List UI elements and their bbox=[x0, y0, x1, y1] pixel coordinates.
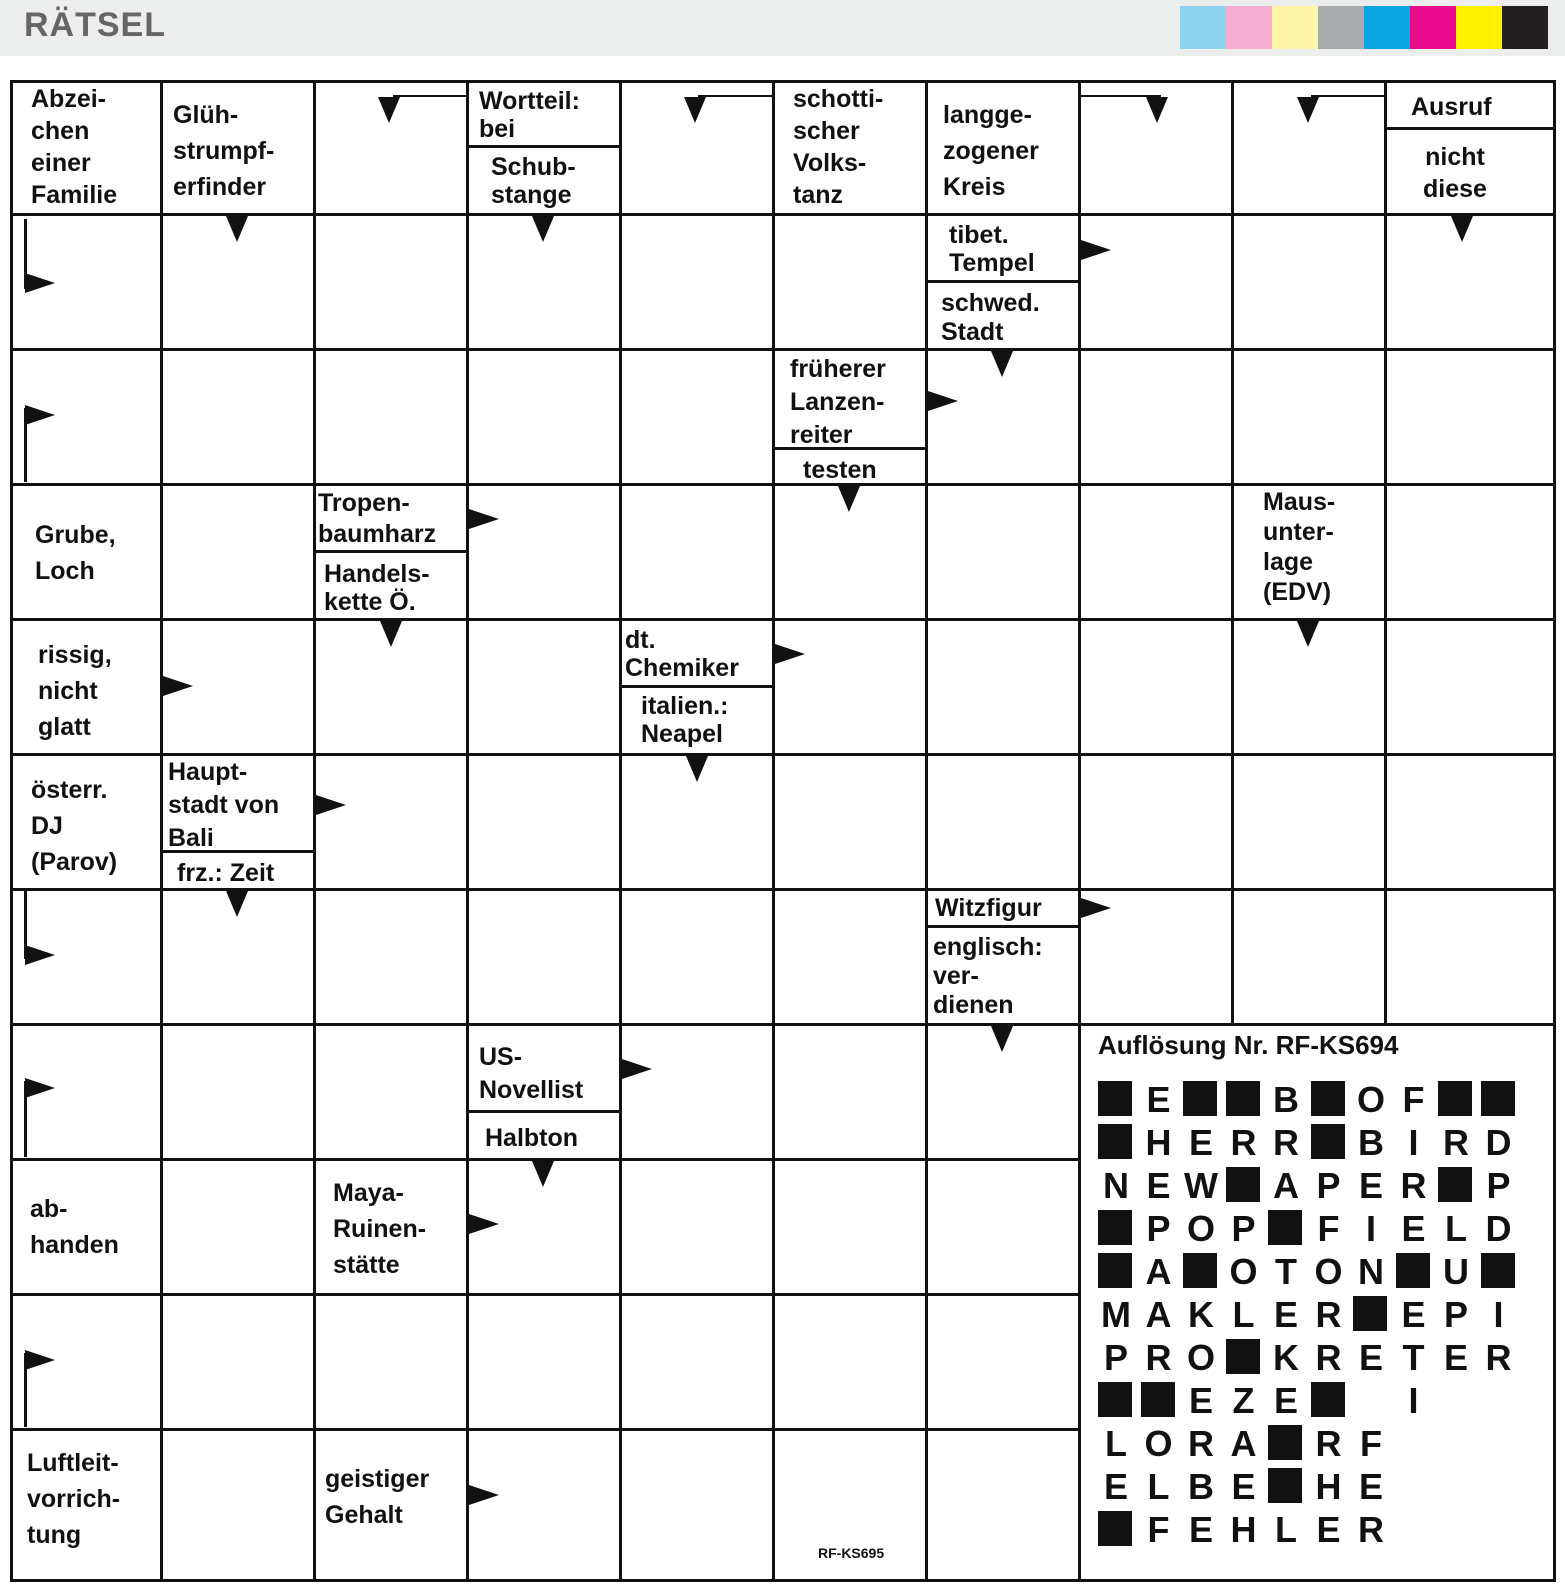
solution-letter: R bbox=[1443, 1122, 1469, 1163]
clue-langgezogener-kreis: langge- zogener Kreis bbox=[943, 101, 1039, 201]
solution-letter: E bbox=[1103, 1466, 1128, 1507]
solution-letter: L bbox=[1105, 1423, 1127, 1464]
clue-frueherer-lanzenreiter: früherer Lanzen- reiter bbox=[790, 355, 886, 449]
solution-letter: H bbox=[1315, 1466, 1342, 1507]
solution-letter: U bbox=[1443, 1251, 1469, 1292]
solution-block bbox=[1309, 1379, 1349, 1422]
arrow-right-icon bbox=[25, 1350, 55, 1370]
solution-letter: D bbox=[1485, 1208, 1512, 1249]
arrow-right-icon bbox=[1081, 898, 1111, 918]
solution-letter: B bbox=[1188, 1466, 1214, 1507]
clue-mausunterlage: Maus- unter- lage (EDV) bbox=[1263, 488, 1336, 606]
arrow-right-icon bbox=[928, 391, 958, 411]
solution-letter: E bbox=[1188, 1509, 1213, 1550]
solution-block bbox=[1224, 1336, 1264, 1379]
page-title: RÄTSEL bbox=[24, 6, 166, 44]
clue-witzfigur: Witzfigur bbox=[935, 894, 1042, 922]
solution-letter: O bbox=[1356, 1079, 1385, 1120]
solution-letter: Z bbox=[1232, 1380, 1255, 1421]
arrow-down-icon bbox=[532, 216, 554, 242]
solution-letter: O bbox=[1144, 1423, 1173, 1464]
solution-letter: K bbox=[1273, 1337, 1299, 1378]
color-swatch bbox=[1318, 6, 1364, 49]
solution-block bbox=[1309, 1078, 1349, 1121]
solution-block bbox=[1309, 1121, 1349, 1164]
arrow-right-icon bbox=[25, 945, 55, 965]
solution-block bbox=[1096, 1379, 1136, 1422]
solution-letter: L bbox=[1445, 1208, 1467, 1249]
solution-letter: R bbox=[1358, 1509, 1384, 1550]
solution-letter: O bbox=[1186, 1337, 1215, 1378]
solution-letter bbox=[1351, 1379, 1391, 1422]
solution-letter: K bbox=[1188, 1294, 1214, 1335]
solution-letter: R bbox=[1145, 1337, 1172, 1378]
solution-letter: F bbox=[1317, 1208, 1340, 1249]
solution-letter: I bbox=[1408, 1380, 1419, 1421]
clue-englisch-verdienen: englisch: ver- dienen bbox=[933, 933, 1043, 1019]
arrow-down-icon bbox=[226, 891, 248, 917]
solution-block bbox=[1096, 1250, 1136, 1293]
arrow-down-icon bbox=[1297, 621, 1319, 647]
solution-letter: E bbox=[1443, 1337, 1468, 1378]
clue-geistiger-gehalt: geistiger Gehalt bbox=[325, 1465, 430, 1529]
solution-block bbox=[1224, 1164, 1264, 1207]
solution-title: Auflösung Nr. RF-KS694 bbox=[1098, 1030, 1399, 1060]
solution-letter: E bbox=[1146, 1079, 1171, 1120]
clue-oesterr-dj: österr. DJ (Parov) bbox=[31, 776, 118, 876]
solution-letter: F bbox=[1147, 1509, 1170, 1550]
arrow-right-icon bbox=[25, 1078, 55, 1098]
clue-halbton: Halbton bbox=[485, 1124, 579, 1152]
solution-letter: A bbox=[1230, 1423, 1257, 1464]
arrow-right-icon bbox=[316, 795, 346, 815]
solution-block bbox=[1224, 1078, 1264, 1121]
clue-maya-ruinenstaette: Maya- Ruinen- stätte bbox=[333, 1179, 427, 1279]
solution-letter: H bbox=[1230, 1509, 1257, 1550]
solution-letter: O bbox=[1186, 1208, 1215, 1249]
arrow-right-icon bbox=[25, 405, 55, 425]
arrow-right-icon bbox=[469, 509, 499, 529]
clue-tropenbaumharz: Tropen- baumharz bbox=[318, 489, 437, 548]
clue-wortteil: Wortteil: bei bbox=[479, 87, 580, 143]
solution-letter: L bbox=[1147, 1466, 1170, 1507]
clue-nicht-diese: nicht diese bbox=[1423, 143, 1487, 203]
clue-abzeichen: Abzei- chen einer Familie bbox=[31, 85, 118, 209]
color-swatch bbox=[1502, 6, 1548, 49]
color-calibration-bar bbox=[1180, 6, 1548, 49]
arrow-right-icon bbox=[25, 273, 55, 293]
solution-letter: R bbox=[1315, 1423, 1342, 1464]
solution-block bbox=[1351, 1293, 1391, 1336]
clue-ausruf: Ausruf bbox=[1411, 93, 1492, 121]
solution-letter: H bbox=[1145, 1122, 1172, 1163]
clue-hauptstadt-bali: Haupt- stadt von Bali bbox=[168, 758, 280, 852]
solution-letter: F bbox=[1402, 1079, 1425, 1120]
solution-letter: R bbox=[1400, 1165, 1427, 1206]
clue-gluehstrumpferfinder: Glüh- strumpf- erfinder bbox=[173, 101, 275, 201]
solution-letter: O bbox=[1314, 1251, 1343, 1292]
clue-schubstange: Schub- stange bbox=[491, 153, 576, 209]
solution-letter: A bbox=[1145, 1251, 1172, 1292]
clue-frz-zeit: frz.: Zeit bbox=[177, 859, 275, 887]
solution-block bbox=[1139, 1379, 1179, 1422]
arrow-down-icon bbox=[1146, 97, 1168, 123]
solution-letter: E bbox=[1316, 1509, 1341, 1550]
clue-italien-neapel: italien.: Neapel bbox=[641, 692, 729, 748]
solution-letter: E bbox=[1188, 1122, 1213, 1163]
solution-letter: R bbox=[1485, 1337, 1512, 1378]
arrow-right-icon bbox=[469, 1485, 499, 1505]
clue-schwed-stadt: schwed. Stadt bbox=[941, 289, 1040, 346]
solution-letter: L bbox=[1275, 1509, 1297, 1550]
color-swatch bbox=[1226, 6, 1272, 49]
puzzle-code: RF-KS695 bbox=[818, 1545, 885, 1561]
clue-dt-chemiker: dt. Chemiker bbox=[625, 626, 739, 682]
arrow-down-icon bbox=[380, 621, 402, 647]
solution-letter: N bbox=[1103, 1165, 1129, 1206]
solution-letter: M bbox=[1101, 1294, 1131, 1335]
arrow-down-icon bbox=[991, 351, 1013, 377]
solution-block bbox=[1479, 1250, 1519, 1293]
arrow-right-icon bbox=[163, 676, 193, 696]
solution-letter: P bbox=[1486, 1165, 1511, 1206]
color-swatch bbox=[1456, 6, 1502, 49]
solution-block bbox=[1394, 1250, 1434, 1293]
solution-block bbox=[1096, 1121, 1136, 1164]
arrow-down-icon bbox=[1297, 97, 1319, 123]
solution-letter: R bbox=[1273, 1122, 1299, 1163]
solution-letter: O bbox=[1229, 1251, 1258, 1292]
clue-luftleitvorrichtung: Luftleit- vorrich- tung bbox=[27, 1449, 121, 1549]
clue-grube-loch: Grube, Loch bbox=[35, 521, 116, 585]
solution-letter: T bbox=[1402, 1337, 1425, 1378]
solution-block bbox=[1266, 1422, 1306, 1465]
solution-letter: E bbox=[1401, 1294, 1426, 1335]
color-swatch bbox=[1180, 6, 1226, 49]
solution-block bbox=[1436, 1164, 1476, 1207]
color-swatch bbox=[1272, 6, 1318, 49]
clue-schottischer-volkstanz: schotti- scher Volks- tanz bbox=[793, 85, 884, 209]
solution-letter: I bbox=[1493, 1294, 1504, 1335]
solution-letter: P bbox=[1231, 1208, 1256, 1249]
arrow-down-icon bbox=[838, 486, 860, 512]
arrow-right-icon bbox=[469, 1214, 499, 1234]
arrow-right-icon bbox=[622, 1059, 652, 1079]
arrow-down-icon bbox=[532, 1161, 554, 1187]
arrow-right-icon bbox=[1081, 240, 1111, 260]
color-swatch bbox=[1410, 6, 1456, 49]
clue-rissig: rissig, nicht glatt bbox=[38, 641, 112, 741]
clue-us-novellist: US- Novellist bbox=[479, 1043, 584, 1104]
solution-block bbox=[1181, 1250, 1221, 1293]
solution-block bbox=[1181, 1078, 1221, 1121]
solution-letter: R bbox=[1315, 1294, 1342, 1335]
solution-letter: R bbox=[1230, 1122, 1257, 1163]
solution-letter: E bbox=[1231, 1466, 1256, 1507]
solution-letter: D bbox=[1485, 1122, 1512, 1163]
arrow-right-icon bbox=[775, 644, 805, 664]
solution-block bbox=[1436, 1078, 1476, 1121]
arrow-down-icon bbox=[991, 1026, 1013, 1052]
solution-block bbox=[1096, 1207, 1136, 1250]
solution-letter: E bbox=[1358, 1337, 1383, 1378]
solution-letter: F bbox=[1360, 1423, 1382, 1464]
solution-letter: N bbox=[1358, 1251, 1384, 1292]
arrow-down-icon bbox=[1451, 216, 1473, 242]
solution-letter: E bbox=[1273, 1294, 1298, 1335]
solution-letter: P bbox=[1443, 1294, 1468, 1335]
solution-letter: W bbox=[1184, 1165, 1218, 1206]
solution-block bbox=[1096, 1508, 1136, 1551]
solution-letter: A bbox=[1145, 1294, 1172, 1335]
clue-handelskette: Handels- kette Ö. bbox=[324, 560, 430, 616]
solution-letter: L bbox=[1232, 1294, 1255, 1335]
header-bar bbox=[0, 0, 1565, 56]
solution-letter: P bbox=[1146, 1208, 1171, 1249]
arrow-down-icon bbox=[226, 216, 248, 242]
clue-tibet-tempel: tibet. Tempel bbox=[949, 221, 1035, 277]
solution-letter: E bbox=[1358, 1165, 1383, 1206]
solution-letter: P bbox=[1103, 1337, 1128, 1378]
arrow-down-icon bbox=[684, 97, 706, 123]
solution-letter: R bbox=[1188, 1423, 1214, 1464]
color-swatch bbox=[1364, 6, 1410, 49]
solution-letter: E bbox=[1146, 1165, 1171, 1206]
solution-letter: P bbox=[1316, 1165, 1341, 1206]
clue-testen: testen bbox=[803, 456, 877, 484]
solution-block bbox=[1266, 1207, 1306, 1250]
solution-letter: E bbox=[1401, 1208, 1426, 1249]
solution-letter: T bbox=[1275, 1251, 1297, 1292]
solution-letter: I bbox=[1408, 1122, 1419, 1163]
solution-letter: B bbox=[1358, 1122, 1384, 1163]
solution-panel bbox=[1096, 1030, 1536, 1570]
arrow-down-icon bbox=[378, 97, 400, 123]
solution-block bbox=[1479, 1078, 1519, 1121]
clue-abhanden: ab- handen bbox=[30, 1195, 119, 1259]
arrow-down-icon bbox=[686, 756, 708, 782]
solution-letter: B bbox=[1273, 1079, 1299, 1120]
solution-letter: I bbox=[1365, 1208, 1376, 1249]
solution-letter: A bbox=[1273, 1165, 1299, 1206]
solution-block bbox=[1266, 1465, 1306, 1508]
solution-letter: R bbox=[1315, 1337, 1342, 1378]
solution-block bbox=[1096, 1078, 1136, 1121]
solution-letter: E bbox=[1358, 1466, 1383, 1507]
solution-letter: E bbox=[1273, 1380, 1298, 1421]
solution-letter: E bbox=[1188, 1380, 1213, 1421]
